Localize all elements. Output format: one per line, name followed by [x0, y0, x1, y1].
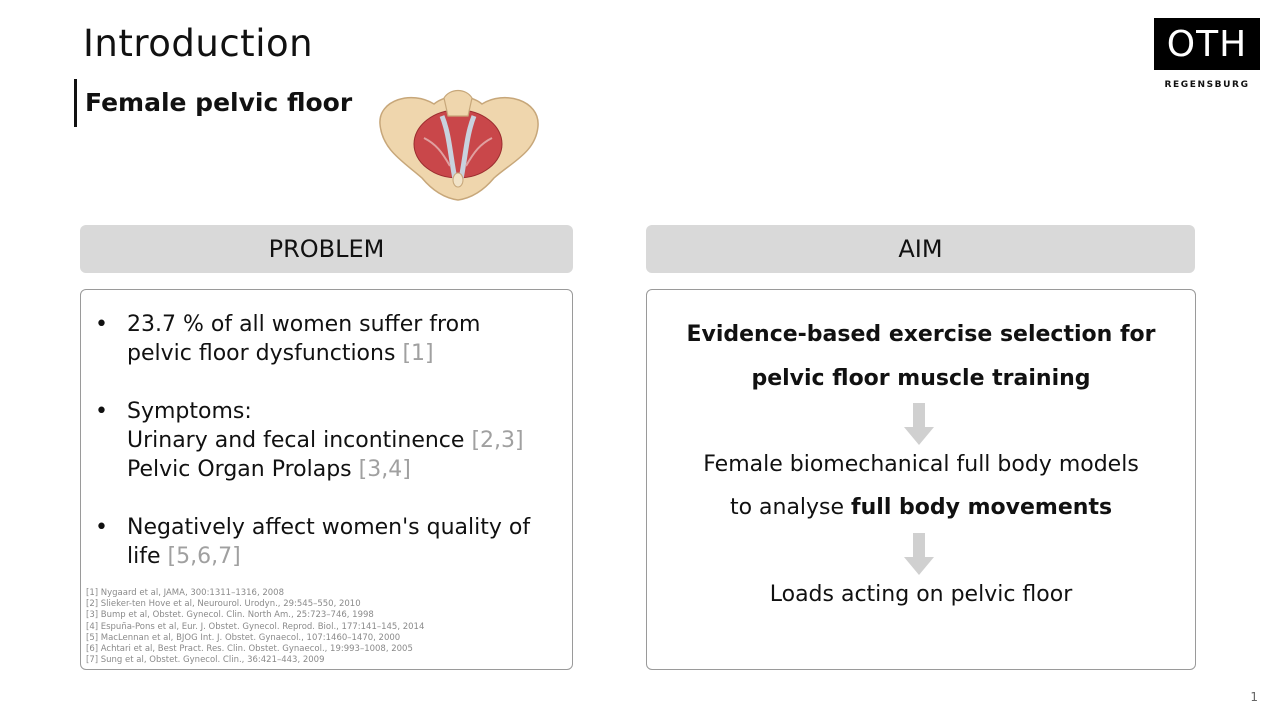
down-arrow-icon: [904, 533, 934, 575]
reference-item: [3] Bump et al, Obstet. Gynecol. Clin. North Am., 25:723–746, 1998: [86, 610, 374, 621]
bullet-text: Pelvic Organ Prolaps: [127, 457, 352, 482]
aim-step-2-line-1: Female biomechanical full body models: [703, 452, 1139, 477]
aim-step-1-line-2: pelvic floor muscle training: [751, 366, 1091, 391]
reference-item: [1] Nygaard et al, JAMA, 300:1311–1316, 2008: [86, 588, 284, 598]
aim-step-2-line-2: [647, 495, 1195, 520]
citation: [1]: [402, 341, 434, 366]
reference-item: [2] Slieker-ten Hove et al, Neurourol. Urodyn., 29:545–550, 2010: [86, 599, 361, 610]
problem-header-label: PROBLEM: [268, 235, 385, 263]
problem-bullet-list: [95, 310, 555, 600]
problem-header: [80, 225, 573, 273]
reference-item: [4] Espuña-Pons et al, Eur. J. Obstet. Gynecol. Reprod. Biol., 177:141–145, 2014: [86, 621, 425, 632]
reference-item: [6] Achtari et al, Best Pract. Res. Clin. Obstet. Gynaecol., 19:993–1008, 2005: [86, 644, 413, 655]
aim-step-2-emphasis: full body movements: [851, 495, 1113, 520]
pelvic-floor-illustration: [372, 86, 544, 204]
bullet-text: Symptoms:: [127, 399, 252, 424]
reference-item: [5] MacLennan et al, BJOG Int. J. Obstet. Gynaecol., 107:1460–1470, 2000: [86, 632, 401, 643]
page-number: 1: [1250, 690, 1258, 704]
aim-header: [646, 225, 1195, 273]
logo-mark: OTH: [1154, 18, 1260, 70]
list-item: [95, 513, 555, 571]
citation: [2,3]: [471, 428, 524, 453]
aim-step-2-text: to analyse: [729, 495, 852, 520]
bullet-text: Negatively affect women's quality of: [127, 515, 531, 540]
aim-header-label: AIM: [898, 235, 943, 263]
bullet-text: pelvic floor dysfunctions: [127, 341, 396, 366]
bullet-text: 23.7 % of all women suffer from: [127, 312, 481, 337]
bullet-text: Urinary and fecal incontinence: [127, 428, 465, 453]
slide-subtitle: Female pelvic floor: [85, 88, 353, 117]
aim-panel: [646, 289, 1196, 670]
bullet-icon: •: [95, 399, 108, 424]
bullet-icon: •: [95, 312, 108, 337]
aim-step-1-line-1: Evidence-based exercise selection for: [686, 322, 1156, 347]
logo-location: REGENSBURG: [1164, 80, 1250, 90]
list-item: [95, 397, 555, 484]
oth-regensburg-logo: [1154, 18, 1260, 90]
aim-step-3: Loads acting on pelvic floor: [769, 582, 1073, 607]
reference-item: [7] Sung et al, Obstet. Gynecol. Clin., 36:421–443, 2009: [86, 655, 325, 666]
reference-list: [86, 588, 424, 666]
down-arrow-icon: [904, 403, 934, 445]
citation: [5,6,7]: [167, 544, 241, 569]
list-item: [95, 310, 555, 368]
slide-title: Introduction: [83, 22, 314, 65]
citation: [3,4]: [358, 457, 411, 482]
bullet-icon: •: [95, 515, 108, 540]
subtitle-accent-bar: [74, 79, 77, 127]
problem-panel: [80, 289, 573, 670]
bullet-text: life: [127, 544, 161, 569]
